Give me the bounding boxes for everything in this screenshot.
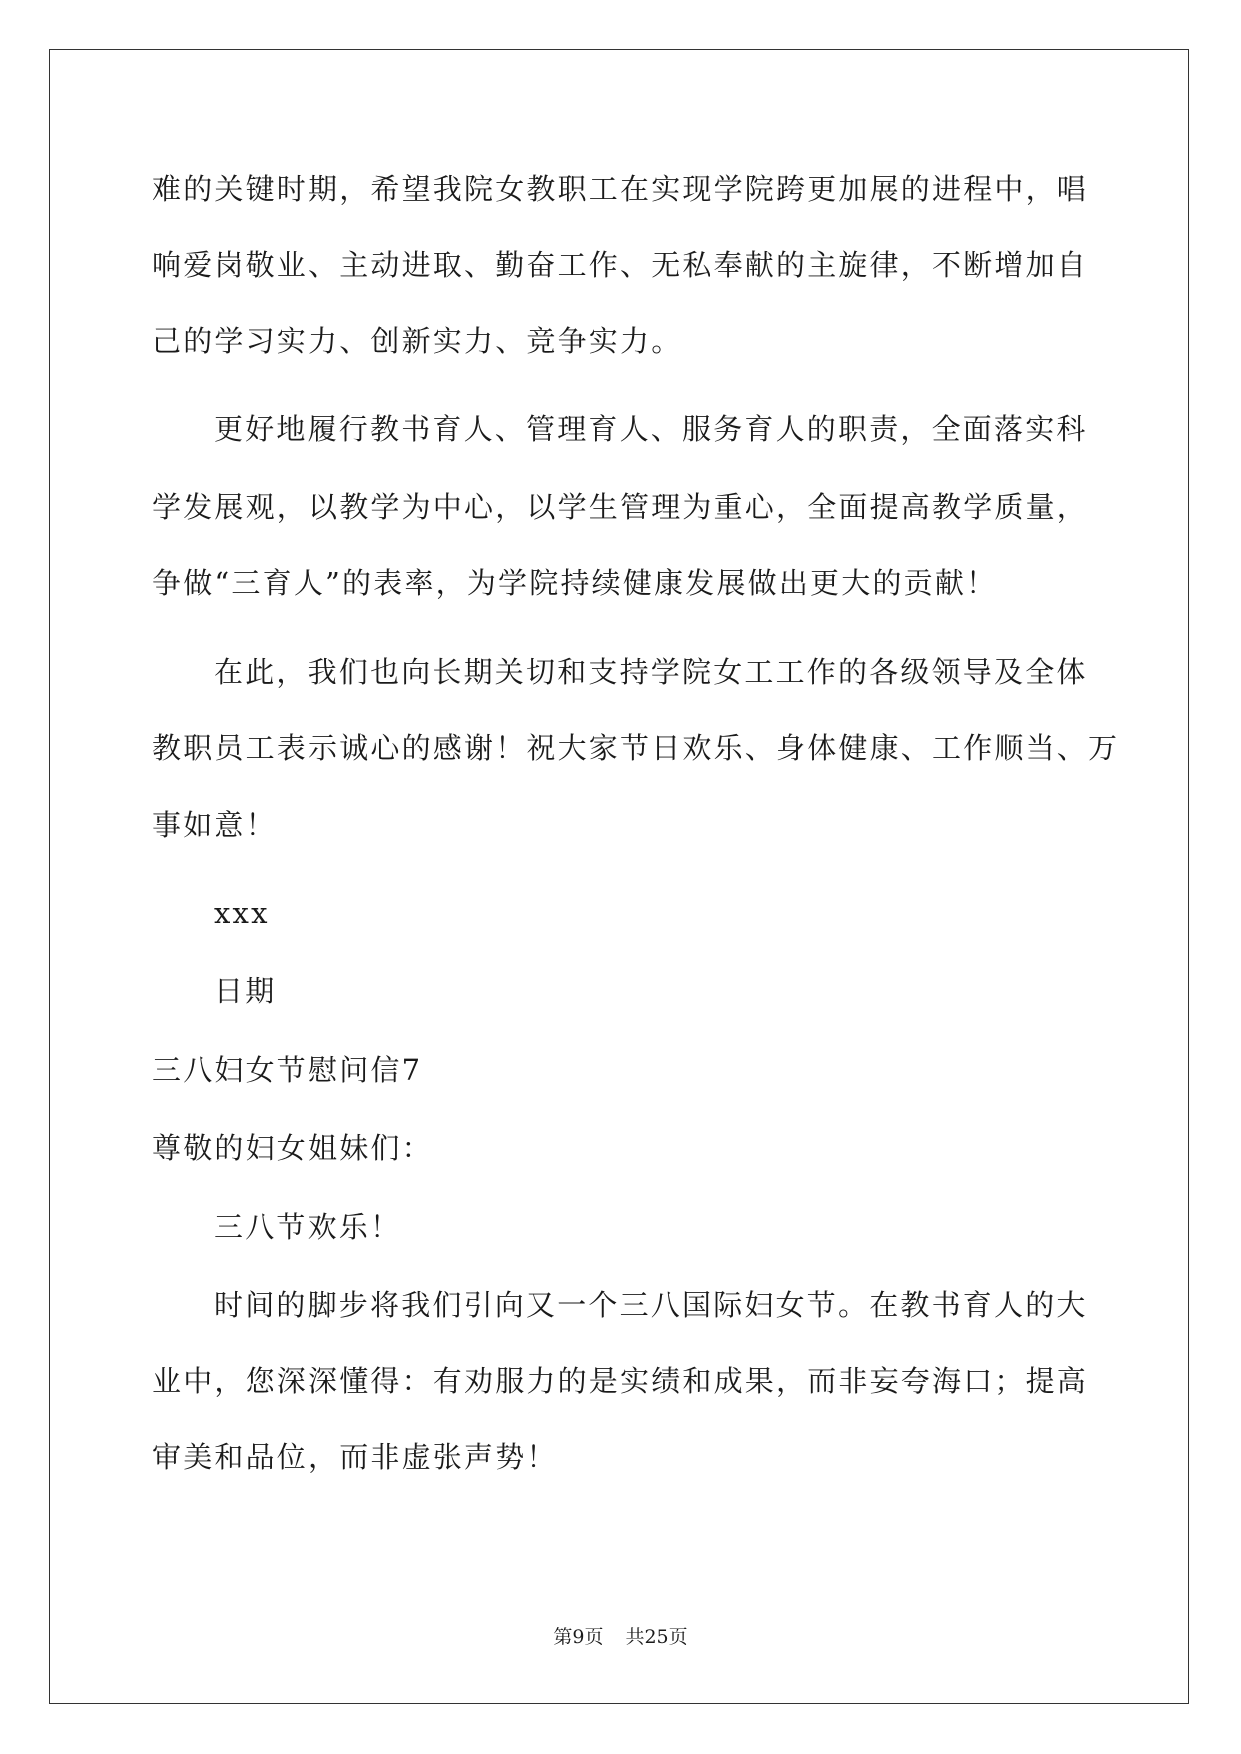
section-title: 三八妇女节慰问信7 <box>152 1053 423 1087</box>
body-line: 争做“三育人”的表率，为学院持续健康发展做出更大的贡献！ <box>152 566 998 600</box>
page-total: 共25页 <box>625 1626 688 1648</box>
body-line: 事如意！ <box>152 808 277 842</box>
page-number: 第9页 <box>553 1626 604 1648</box>
paragraph-start-line: 时间的脚步将我们引向又一个三八国际妇女节。在教书育人的大 <box>214 1288 1088 1322</box>
body-line: 难的关键时期，希望我院女教职工在实现学院跨更加展的进程中，唱 <box>152 172 1089 206</box>
page-footer <box>0 1624 1241 1650</box>
body-line: 审美和品位，而非虚张声势！ <box>152 1440 558 1474</box>
body-line: 学发展观，以教学为中心，以学生管理为重心，全面提高教学质量， <box>152 490 1089 524</box>
signature-line: xxx <box>214 896 270 930</box>
salutation-line: 尊敬的妇女姐妹们： <box>152 1131 433 1165</box>
greeting-line: 三八节欢乐！ <box>214 1210 402 1244</box>
paragraph-start-line: 更好地履行教书育人、管理育人、服务育人的职责，全面落实科 <box>214 412 1088 446</box>
body-line: 业中，您深深懂得：有劝服力的是实绩和成果，而非妄夸海口；提高 <box>152 1364 1089 1398</box>
body-line: 教职员工表示诚心的感谢！祝大家节日欢乐、身体健康、工作顺当、万 <box>152 731 1120 765</box>
date-line: 日期 <box>214 974 277 1008</box>
body-line: 响爱岗敬业、主动进取、勤奋工作、无私奉献的主旋律，不断增加自 <box>152 248 1089 282</box>
paragraph-start-line: 在此，我们也向长期关切和支持学院女工工作的各级领导及全体 <box>214 655 1088 689</box>
body-line: 己的学习实力、创新实力、竞争实力。 <box>152 324 683 358</box>
